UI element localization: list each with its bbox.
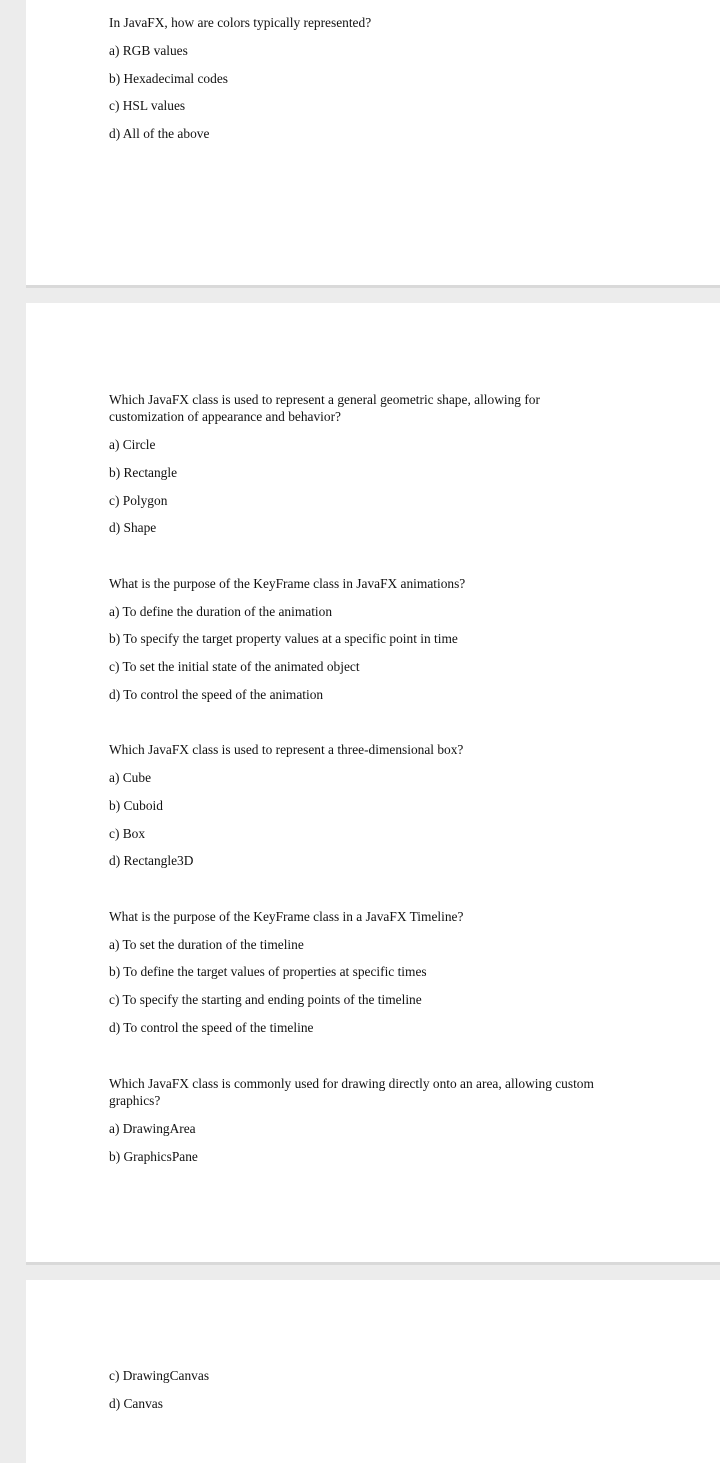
question-4-option-c: c) Box bbox=[109, 826, 146, 841]
question-2-option-d: d) Shape bbox=[109, 520, 157, 535]
question-1-text: In JavaFX, how are colors typically represented? bbox=[109, 15, 372, 30]
question-4-text: Which JavaFX class is used to represent a three-dimensional box? bbox=[109, 742, 464, 757]
question-5-text: What is the purpose of the KeyFrame class in a JavaFX Timeline? bbox=[109, 909, 464, 924]
question-3-text: What is the purpose of the KeyFrame class in JavaFX animations? bbox=[109, 576, 466, 591]
question-2-option-a: a) Circle bbox=[109, 437, 156, 452]
page-divider bbox=[26, 1262, 720, 1265]
question-5-option-c: c) To specify the starting and ending points of the timeline bbox=[109, 992, 422, 1007]
question-2-option-c: c) Polygon bbox=[109, 493, 168, 508]
question-6-option-b: b) GraphicsPane bbox=[109, 1149, 198, 1164]
question-4-option-d: d) Rectangle3D bbox=[109, 853, 194, 868]
question-1-option-d: d) All of the above bbox=[109, 126, 210, 141]
question-2-option-b: b) Rectangle bbox=[109, 465, 178, 480]
question-3-option-b: b) To specify the target property values at a specific point in time bbox=[109, 631, 458, 646]
question-6-option-c: c) DrawingCanvas bbox=[109, 1368, 210, 1383]
question-6-option-a: a) DrawingArea bbox=[109, 1121, 196, 1136]
page-divider bbox=[26, 285, 720, 288]
question-1-option-b: b) Hexadecimal codes bbox=[109, 71, 228, 86]
question-1-option-a: a) RGB values bbox=[109, 43, 188, 58]
question-5-option-d: d) To control the speed of the timeline bbox=[109, 1020, 314, 1035]
question-4-option-b: b) Cuboid bbox=[109, 798, 163, 813]
question-3-option-c: c) To set the initial state of the animated object bbox=[109, 659, 360, 674]
question-5-option-a: a) To set the duration of the timeline bbox=[109, 937, 304, 952]
question-4-option-a: a) Cube bbox=[109, 770, 152, 785]
question-2-text: Which JavaFX class is used to represent a general geometric shape, allowing for customization of appearance and behavior? bbox=[109, 392, 540, 424]
question-5-option-b: b) To define the target values of properties at specific times bbox=[109, 964, 427, 979]
question-3-option-a: a) To define the duration of the animation bbox=[109, 604, 333, 619]
question-3-option-d: d) To control the speed of the animation bbox=[109, 687, 324, 702]
question-6-option-d: d) Canvas bbox=[109, 1396, 163, 1411]
question-6-text: Which JavaFX class is commonly used for drawing directly onto an area, allowing custom graphics? bbox=[109, 1076, 594, 1108]
question-1-option-c: c) HSL values bbox=[109, 98, 186, 113]
